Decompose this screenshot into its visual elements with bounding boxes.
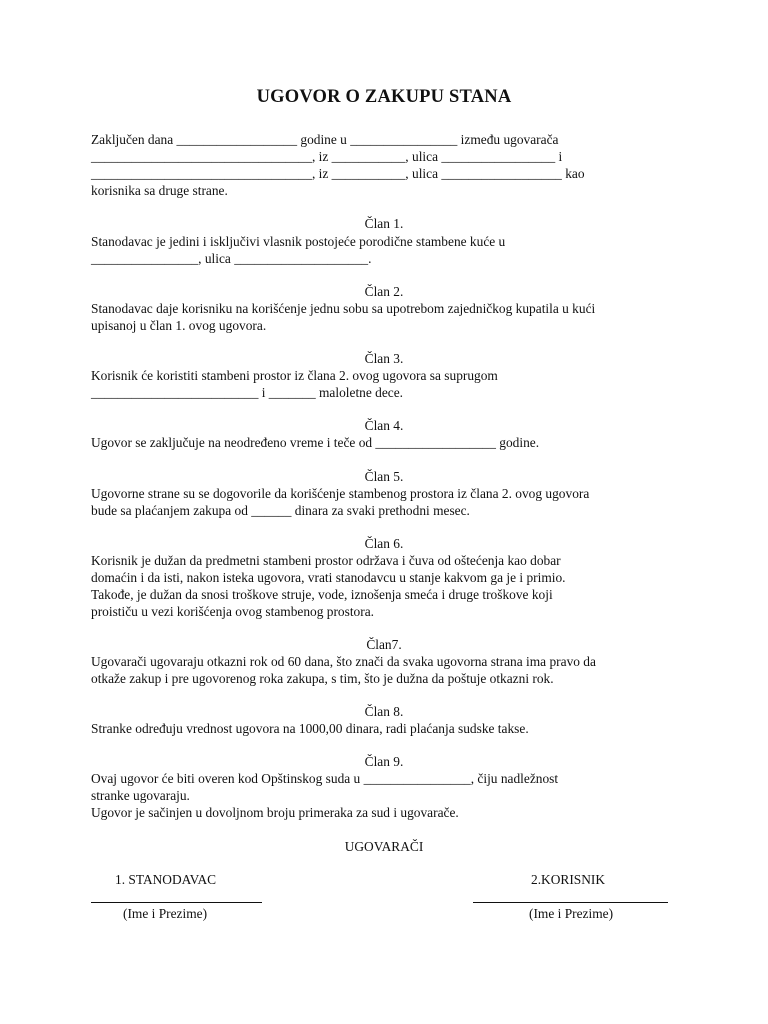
intro-line: Zaključen dana __________________ godine u ________________ između ugovarača <box>91 132 559 147</box>
article-line: Stranke određuju vrednost ugovora na 1000,00 dinara, radi plaćanja sudske takse. <box>91 721 529 736</box>
signatures-heading: UGOVARAČI <box>344 839 424 854</box>
article-line: proističu u vezi korišćenja ovog stambenog prostora. <box>91 604 374 619</box>
article-heading: Član 8. <box>364 704 404 719</box>
article-line: bude sa plaćanjem zakupa od ______ dinara za svaki prethodni mesec. <box>91 503 470 518</box>
article-heading: Član 3. <box>364 351 404 366</box>
article-heading: Član 1. <box>364 216 404 231</box>
article-line: Ovaj ugovor će biti overen kod Opštinskog suda u ________________, čiju nadležnost <box>91 771 559 786</box>
article-line: stranke ugovaraju. <box>91 788 190 803</box>
article-line: Ugovor se zaključuje na neodređeno vreme i teče od __________________ godine. <box>91 435 540 450</box>
intro-line: korisnika sa druge strane. <box>91 183 228 198</box>
article-line: Korisnik će koristiti stambeni prostor iz člana 2. ovog ugovora sa suprugom <box>91 368 498 383</box>
article-line: Ugovorne strane su se dogovorile da korišćenje stambenog prostora iz člana 2. ovog ugovora <box>91 486 590 501</box>
article-line: Stanodavac je jedini i isključivi vlasnik postojeće porodične stambene kuće u <box>91 234 506 249</box>
article-line: _________________________ i _______ maloletne dece. <box>91 385 404 400</box>
article-line: ________________, ulica ____________________. <box>91 251 372 266</box>
article-heading: Član 6. <box>364 536 404 551</box>
article-line: Takođe, je dužan da snosi troškove struje, vode, iznošenja smeća i druge troškove koji <box>91 587 553 602</box>
document-title: UGOVOR O ZAKUPU STANA <box>256 87 512 107</box>
article-line: Ugovarači ugovaraju otkazni rok od 60 dana, što znači da svaka ugovorna strana ima pravo da <box>91 654 596 669</box>
intro-line: _________________________________, iz ___________, ulica __________________ kao <box>91 166 585 181</box>
article-line: Korisnik je dužan da predmetni stambeni prostor održava i čuva od oštećenja kao dobar <box>91 553 561 568</box>
tenant-name-caption: (Ime i Prezime) <box>529 906 614 921</box>
article-line: Stanodavac daje korisniku na korišćenje jednu sobu sa upotrebom zajedničkog kupatila u kući <box>91 301 596 316</box>
landlord-label: 1. STANODAVAC <box>115 872 217 887</box>
article-line: otkaže zakup i pre ugovorenog roka zakupa, s tim, što je dužna da poštuje otkazni rok. <box>91 671 554 686</box>
landlord-name-caption: (Ime i Prezime) <box>123 906 208 921</box>
article-heading: Član 4. <box>364 418 404 433</box>
article-heading: Član7. <box>366 637 402 652</box>
tenant-signature-line <box>473 902 668 903</box>
intro-line: _________________________________, iz ___________, ulica _________________ i <box>91 149 563 164</box>
article-heading: Član 2. <box>364 284 404 299</box>
article-line: upisanoj u član 1. ovog ugovora. <box>91 318 267 333</box>
article-line: domaćin i da isti, nakon isteka ugovora, vrati stanodavcu u stanje kakvom ga je i primio. <box>91 570 566 585</box>
article-line: Ugovor je sačinjen u dovoljnom broju primeraka za sud i ugovarače. <box>91 805 459 820</box>
article-heading: Član 9. <box>364 754 404 769</box>
tenant-label: 2.KORISNIK <box>531 872 606 887</box>
landlord-signature-line <box>91 902 262 903</box>
article-heading: Član 5. <box>364 469 404 484</box>
